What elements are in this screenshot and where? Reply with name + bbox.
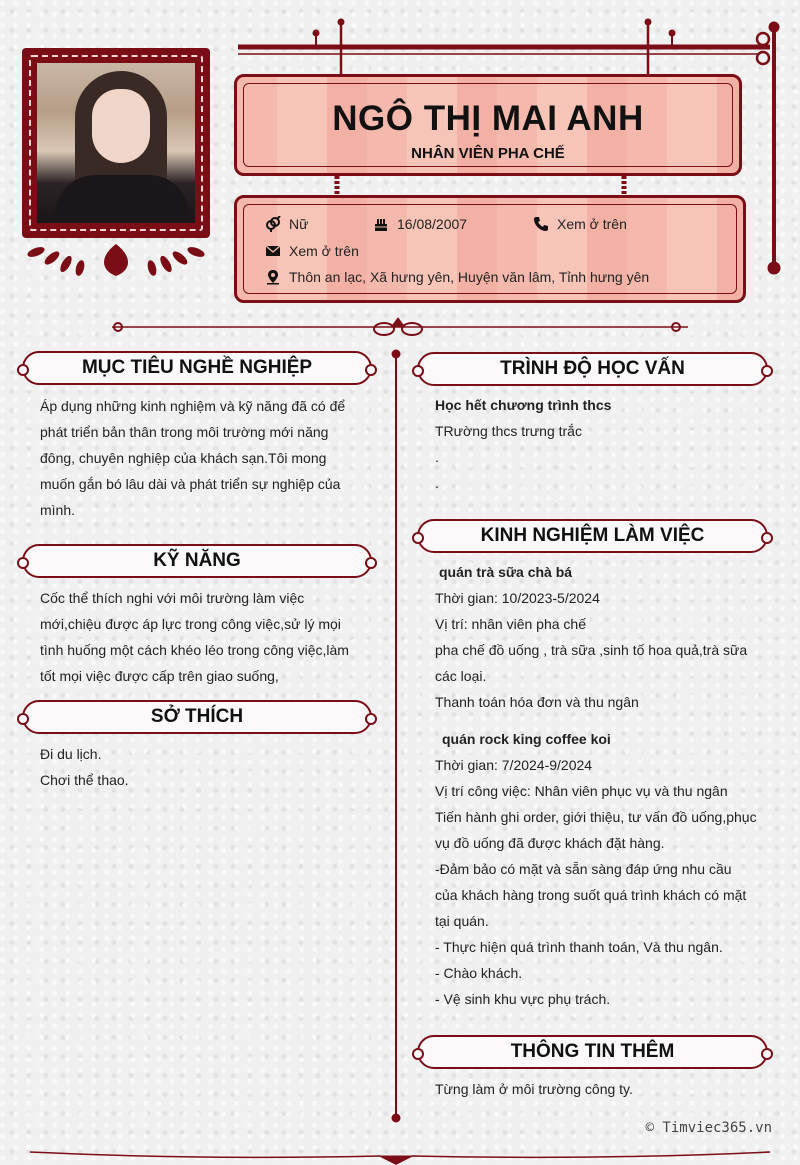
address-value: Thôn an lạc, Xã hưng yên, Huyện văn lâm, Tỉnh hưng yên — [289, 269, 650, 285]
objective-line: phát triển bản thân trong môi trường mới năng — [40, 424, 329, 440]
phone-icon — [533, 216, 549, 232]
education-text — [435, 392, 755, 496]
job-line: Vị trí: nhân viên pha chế — [435, 616, 586, 632]
candidate-name: NGÔ THỊ MAI ANH — [332, 99, 644, 138]
education-line: TRường thcs trưng trắc — [435, 423, 582, 439]
envelope-icon — [265, 243, 281, 259]
phone-value: Xem ở trên — [557, 216, 627, 232]
objective-line: đông, chuyên nghiệp của khách sạn.Tôi mong — [40, 450, 327, 466]
job-company: quán rock king coffee koi — [442, 731, 611, 747]
job-line: Thời gian: 7/2024-9/2024 — [435, 757, 593, 773]
experience-job-2 — [435, 726, 755, 1012]
education-heading: TRÌNH ĐỘ HỌC VẤN — [417, 352, 768, 386]
job-line: - Thực hiện quá trình thanh toán, Và thu ngân. — [435, 939, 723, 955]
cake-icon — [373, 216, 389, 232]
job-line: pha chế đồ uống , trà sữa ,sinh tố hoa quả,trà sữa — [435, 642, 748, 658]
objective-text — [40, 393, 354, 523]
objective-line: Áp dụng những kinh nghiệm và kỹ năng đã có để — [40, 398, 346, 414]
extra-info-text — [435, 1076, 755, 1102]
experience-heading: KINH NGHIỆM LÀM VIỆC — [417, 519, 768, 553]
experience-job-1 — [435, 559, 755, 715]
job-line: các loại. — [435, 668, 487, 684]
skills-line: tốt mọi việc được cấp trên giao suống, — [40, 668, 279, 684]
location-pin-icon — [265, 269, 281, 285]
objective-line: mình. — [40, 502, 76, 518]
name-plank — [234, 74, 742, 176]
job-line: tại quán. — [435, 913, 489, 929]
photo-border — [29, 55, 203, 231]
skills-line: Cốc thể thích nghi với môi trường làm việc — [40, 590, 305, 606]
phone-item — [533, 216, 627, 232]
job-line: Vị trí công việc: Nhân viên phục vụ và thu ngân — [435, 783, 728, 799]
birthday-item — [373, 216, 467, 232]
profile-photo — [37, 63, 195, 223]
profile-photo-frame — [22, 48, 210, 238]
hobbies-text — [40, 741, 354, 793]
education-line: . — [435, 449, 439, 465]
extra-line: Từng làm ở môi trường công ty. — [435, 1081, 633, 1097]
job-line: - Vệ sinh khu vực phụ trách. — [435, 991, 611, 1007]
job-line: Thanh toán hóa đơn và thu ngân — [435, 694, 639, 710]
hobbies-heading: SỞ THÍCH — [22, 700, 372, 734]
email-item — [265, 243, 359, 259]
hobby-line: Đi du lịch. — [40, 746, 102, 762]
footer-credit: © Timviec365.vn — [645, 1120, 772, 1136]
hobby-line: Chơi thể thao. — [40, 772, 129, 788]
contact-info-box — [234, 195, 746, 303]
skills-line: tình huống một cách khéo léo trong công việc,làm — [40, 642, 349, 658]
email-value: Xem ở trên — [289, 243, 359, 259]
job-line: Thời gian: 10/2023-5/2024 — [435, 590, 600, 606]
job-line: của khách hàng trong suốt quá trình khách có mặt — [435, 887, 747, 903]
job-line: vụ đồ uống đã được khách đặt hàng. — [435, 835, 665, 851]
objective-heading: MỤC TIÊU NGHỀ NGHIỆP — [22, 351, 372, 385]
extra-info-heading: THÔNG TIN THÊM — [417, 1035, 768, 1069]
objective-line: muốn gắn bó lâu dài và phát triển sự nghiệp của — [40, 476, 341, 492]
address-item — [265, 269, 649, 285]
education-school-heading: Học hết chương trình thcs — [435, 397, 612, 413]
birthday-value: 16/08/2007 — [397, 216, 468, 232]
gender-item — [265, 216, 308, 232]
job-company: quán trà sữa chà bá — [439, 564, 573, 580]
gender-icon — [265, 216, 281, 232]
job-line: -Đảm bảo có mặt và sẵn sàng đáp ứng nhu cầu — [435, 861, 732, 877]
education-line: . — [435, 475, 439, 491]
skills-heading: KỸ NĂNG — [22, 544, 372, 578]
job-title: NHÂN VIÊN PHA CHẾ — [411, 145, 565, 162]
gender-value: Nữ — [289, 216, 309, 232]
job-line: Tiến hành ghi order, giới thiệu, tư vấn đồ uống,phục — [435, 809, 757, 825]
skills-text — [40, 585, 354, 689]
skills-line: mới,chiệu được áp lực trong công việc,sử lý mọi — [40, 616, 341, 632]
job-line: - Chào khách. — [435, 965, 523, 981]
